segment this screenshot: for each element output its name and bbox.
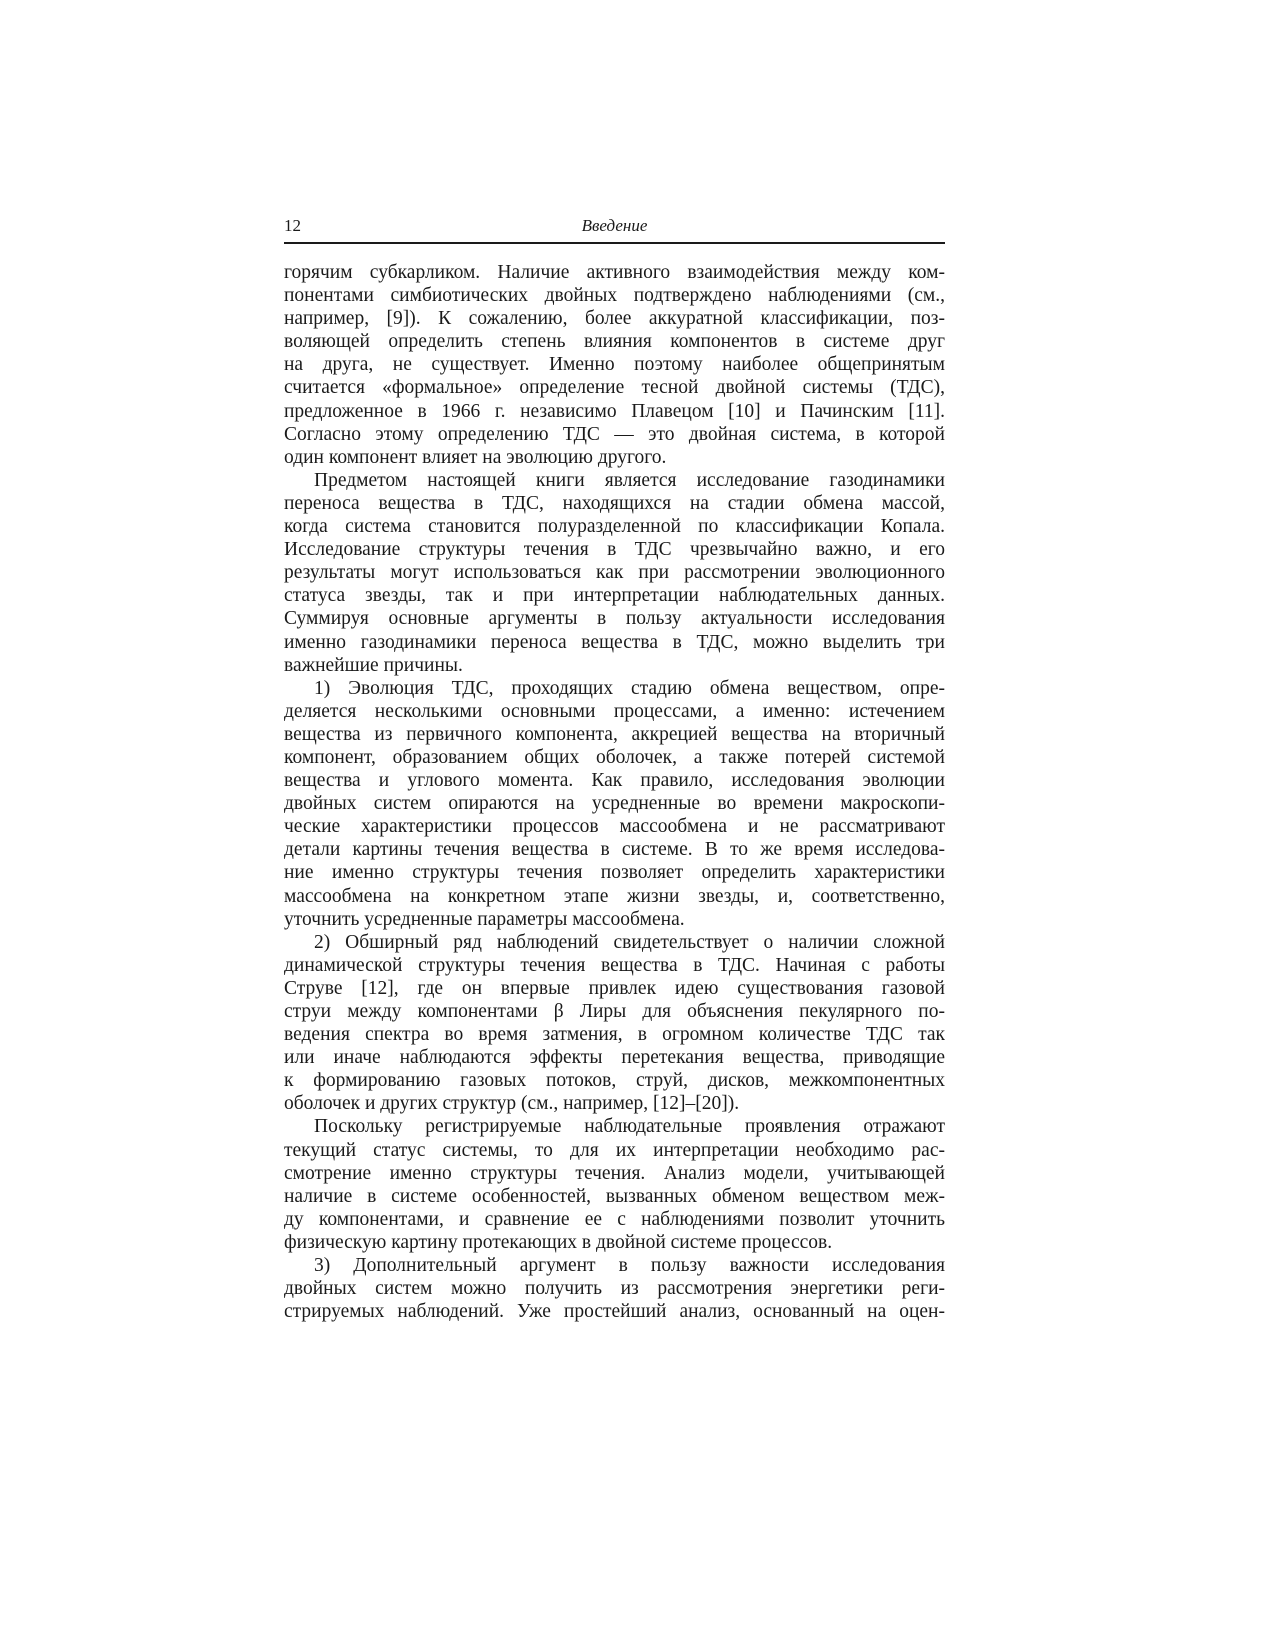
paragraph [284,931,945,1116]
text-line: Предметом настоящей книги является исследование газодинамики [314,469,945,491]
text-line: результаты могут использоваться как при рассмотрении эволюционного [284,562,945,584]
paragraph [284,261,945,469]
paragraph [284,1115,945,1254]
text-line: физическую картину протекающих в двойной системе процессов. [284,1231,833,1253]
text-line: компонент, образованием общих оболочек, а также потерей системой [284,746,945,768]
text-line: или иначе наблюдаются эффекты перетекания вещества, приводящие [284,1047,945,1069]
running-title: Введение [581,216,648,235]
text-line: считается «формальное» определение тесной двойной системы (ТДС), [284,377,945,399]
text-line: стрируемых наблюдений. Уже простейший анализ, основанный на оцен- [284,1301,945,1323]
text-line: предложенное в 1966 г. независимо Плавецом [10] и Пачинским [11]. [284,400,945,422]
paragraph [284,677,945,931]
text-line: Суммируя основные аргументы в пользу актуальности исследования [284,608,945,630]
text-line: ведения спектра во время затмения, в огромном количестве ТДС так [284,1024,945,1046]
text-line: наличие в системе особенностей, вызванных обменом веществом меж- [284,1185,945,1207]
text-line: на друга, не существует. Именно поэтому наиболее общепринятым [284,354,945,376]
text-line: уточнить усредненные параметры массообмена. [284,908,685,930]
text-line: Поскольку регистрируемые наблюдательные проявления отражают [314,1116,945,1138]
text-line: 2) Обширный ряд наблюдений свидетельствует о наличии сложной [314,931,945,953]
text-line: Согласно этому определению ТДС — это двойная система, в которой [284,423,945,445]
text-line: текущий статус системы, то для их интерпретации необходимо рас- [284,1139,945,1161]
text-line: деляется несколькими основными процессами, а именно: истечением [284,700,945,722]
text-line: 3) Дополнительный аргумент в пользу важности исследования [314,1255,945,1277]
text-line: ду компонентами, и сравнение ее с наблюдениями позволит уточнить [284,1208,945,1230]
body-text [284,261,945,1323]
text-line: именно газодинамики переноса вещества в ТДС, можно выделить три [284,631,945,653]
text-line: понентами симбиотических двойных подтверждено наблюдениями (см., [284,285,945,307]
text-line: один компонент влияет на эволюцию другого. [284,446,667,468]
text-line: к формированию газовых потоков, струй, дисков, межкомпонентных [284,1070,945,1092]
text-line: когда система становится полуразделенной по классификации Копала. [284,516,945,538]
text-line: горячим субкарликом. Наличие активного взаимодействия между ком- [284,262,945,283]
text-line: детали картины течения вещества в системе. В то же время исследова- [284,839,945,861]
text-line: переноса вещества в ТДС, находящихся на стадии обмена массой, [284,492,945,514]
text-line: статуса звезды, так и при интерпретации наблюдательных данных. [284,585,945,607]
text-line: воляющей определить степень влияния компонентов в системе друг [284,331,945,353]
text-line: 1) Эволюция ТДС, проходящих стадию обмена веществом, опре- [314,677,945,699]
text-line: смотрение именно структуры течения. Анализ модели, учитывающей [284,1162,945,1184]
text-line: Струве [12], где он впервые привлек идею существования газовой [284,977,945,999]
text-line: двойных систем можно получить из рассмотрения энергетики реги- [284,1278,945,1300]
text-line: ние именно структуры течения позволяет определить характеристики [284,862,945,884]
page-number: 12 [284,216,301,235]
text-line: оболочек и других структур (см., например, [12]–[20]). [284,1093,740,1115]
text-line: вещества и углового момента. Как правило, исследования эволюции [284,770,945,792]
text-line: динамической структуры течения вещества в ТДС. Начиная с работы [284,954,945,976]
text-line: двойных систем опираются на усредненные во времени макроскопи- [284,793,945,815]
paragraph [284,469,945,677]
text-line: массообмена на конкретном этапе жизни звезды, и, соответственно, [284,885,945,907]
text-line: важнейшие причины. [284,654,463,676]
text-line: например, [9]). К сожалению, более аккуратной классификации, поз- [284,308,945,330]
text-line: Исследование структуры течения в ТДС чрезвычайно важно, и его [284,539,945,561]
page-header [284,216,945,244]
text-line: ческие характеристики процессов массообмена и не рассматривают [284,816,945,838]
text-line: вещества из первичного компонента, аккрецией вещества на вторичный [284,723,945,745]
paragraph [284,1254,945,1323]
text-line: струи между компонентами β Лиры для объяснения пекулярного по- [284,1001,945,1022]
